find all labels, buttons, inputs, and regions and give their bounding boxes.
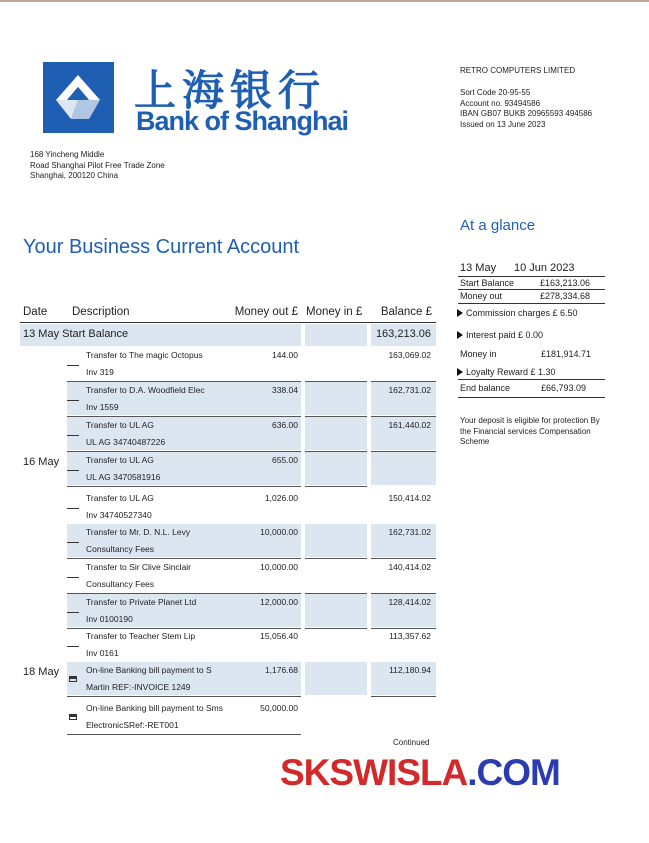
glance-divider bbox=[458, 289, 605, 290]
row-marker bbox=[67, 508, 79, 509]
glance-period-end: 10 Jun 2023 bbox=[514, 262, 575, 274]
row-marker bbox=[67, 542, 79, 543]
row-divider bbox=[67, 628, 301, 629]
glance-title: At a glance bbox=[460, 217, 536, 234]
glance-divider bbox=[458, 397, 605, 398]
glance-money-in-label: Money in bbox=[460, 349, 497, 359]
tx-money-out: 1,026.00 bbox=[264, 493, 298, 503]
tx-line2: Inv 1559 bbox=[86, 402, 119, 412]
tx-line2: Inv 34740527340 bbox=[86, 510, 152, 520]
col-header-date: Date bbox=[23, 306, 48, 318]
row-marker bbox=[67, 365, 79, 366]
row-divider bbox=[305, 628, 367, 629]
row-marker bbox=[67, 400, 79, 401]
row-marker bbox=[67, 435, 79, 436]
tx-balance: 162,731.02 bbox=[388, 385, 431, 395]
tx-line1: Transfer to UL AG bbox=[86, 420, 154, 430]
bank-logo bbox=[43, 62, 114, 133]
bank-name-english: Bank of Shanghai bbox=[136, 106, 349, 136]
tx-line1: Transfer to D.A. Woodfield Elec bbox=[86, 385, 205, 395]
iban: IBAN GB07 BUKB 20965593 494586 bbox=[460, 109, 593, 118]
tx-line2: Consultancy Fees bbox=[86, 579, 155, 589]
start-balance-in-cell bbox=[305, 324, 367, 346]
tx-line1: Transfer to Mr. D. N.L. Levy bbox=[86, 527, 191, 537]
tx-line1: On-line Banking bill payment to S bbox=[86, 665, 212, 675]
account-number: Account no. 93494586 bbox=[460, 98, 541, 108]
glance-divider bbox=[458, 303, 605, 304]
tx-line2: UL AG 3470581916 bbox=[86, 472, 161, 482]
tx-money-out: 1,176.68 bbox=[264, 665, 298, 675]
header-divider bbox=[20, 322, 436, 323]
tx-balance: 163,069.02 bbox=[388, 350, 431, 360]
tx-balance: 161,440.02 bbox=[388, 420, 431, 430]
tx-line2: Consultancy Fees bbox=[86, 544, 155, 554]
row-marker bbox=[67, 470, 79, 471]
glance-loyalty: Loyalty Reward £ 1.30 bbox=[466, 367, 556, 377]
sort-code: Sort Code 20-95-55 bbox=[460, 88, 531, 97]
tx-balance: 140,414.02 bbox=[388, 562, 431, 572]
row-divider bbox=[67, 696, 301, 697]
glance-start-balance: £163,213.06 bbox=[540, 278, 591, 288]
bank-address bbox=[30, 150, 165, 182]
row-balance-bg bbox=[371, 452, 436, 485]
watermark bbox=[280, 752, 560, 794]
row-divider bbox=[305, 486, 367, 487]
watermark-domain: .COM bbox=[467, 752, 560, 793]
glance-money-out: £278,334.68 bbox=[540, 291, 591, 301]
deposit-protection-note: Your deposit is eligible for protection By the Financial services Compensation Scheme bbox=[460, 416, 600, 446]
bank-logo-mark-icon bbox=[43, 62, 114, 133]
start-balance-value: 163,213.06 bbox=[375, 328, 431, 340]
row-divider bbox=[67, 734, 301, 735]
glance-interest: Interest paid £ 0.00 bbox=[466, 330, 544, 340]
row-divider bbox=[67, 558, 301, 559]
glance-period-start: 13 May bbox=[460, 262, 497, 274]
tx-balance: 162,731.02 bbox=[388, 527, 431, 537]
row-in-bg bbox=[305, 662, 367, 695]
tx-balance: 128,414.02 bbox=[388, 597, 431, 607]
row-divider bbox=[371, 696, 436, 697]
row-in-bg bbox=[305, 452, 367, 485]
tx-money-out: 655.00 bbox=[272, 455, 298, 465]
tx-line2: Inv 0100190 bbox=[86, 614, 133, 624]
account-details bbox=[460, 88, 592, 130]
page-title: Your Business Current Account bbox=[23, 236, 300, 258]
issued-date: Issued on 13 June 2023 bbox=[460, 119, 546, 129]
tx-line2: ElectronicSRef:-RET001 bbox=[86, 720, 179, 730]
tx-line2: UL AG 34740487226 bbox=[86, 437, 166, 447]
row-marker bbox=[67, 577, 79, 578]
continued-label: Continued bbox=[393, 738, 430, 747]
start-balance-label: 13 May Start Balance bbox=[23, 328, 129, 340]
row-divider bbox=[305, 558, 367, 559]
row-in-bg bbox=[305, 594, 367, 627]
row-divider bbox=[371, 628, 436, 629]
tx-line2: Inv 319 bbox=[86, 367, 114, 377]
glance-commission: Commission charges £ 6.50 bbox=[466, 308, 578, 318]
glance-money-in: £181,914.71 bbox=[541, 349, 592, 359]
row-divider bbox=[67, 486, 301, 487]
customer-company: RETRO COMPUTERS LIMITED bbox=[460, 66, 576, 75]
col-header-money-out: Money out £ bbox=[234, 306, 298, 318]
glance-end-balance-label: End balance bbox=[460, 383, 511, 393]
tx-line1: Transfer to UL AG bbox=[86, 493, 154, 503]
date-label: 18 May bbox=[23, 666, 60, 678]
tx-line1: On-line Banking bill payment to Sms bbox=[86, 703, 224, 713]
col-header-money-in: Money in £ bbox=[306, 306, 363, 318]
row-marker bbox=[67, 646, 79, 647]
bank-address-line: Road Shanghai Pilot Free Trade Zone bbox=[30, 160, 165, 170]
tx-line1: Transfer to The magic Octopus bbox=[86, 350, 203, 360]
payment-icon bbox=[69, 714, 77, 720]
tx-money-out: 338.04 bbox=[272, 385, 298, 395]
tx-balance: 113,357.62 bbox=[389, 631, 431, 641]
row-in-bg bbox=[305, 417, 367, 450]
glance-start-balance-label: Start Balance bbox=[460, 278, 515, 288]
row-divider bbox=[371, 558, 436, 559]
tx-balance: 112,180.94 bbox=[389, 665, 431, 675]
tx-line1: Transfer to UL AG bbox=[86, 455, 154, 465]
tx-line1: Transfer to Teacher Stem Lip bbox=[86, 631, 196, 641]
glance-end-balance: £66,793.09 bbox=[541, 383, 587, 393]
tx-line2: Martin REF:-INVOICE 1249 bbox=[86, 682, 191, 692]
bullet-triangle-icon bbox=[457, 331, 463, 339]
tx-line2: Inv 0161 bbox=[86, 648, 119, 658]
tx-money-out: 12,000.00 bbox=[260, 597, 298, 607]
glance-divider bbox=[458, 379, 605, 380]
glance-divider bbox=[458, 276, 605, 277]
payment-icon bbox=[69, 676, 77, 682]
bank-address-line: 168 Yincheng Middle bbox=[30, 150, 105, 159]
top-rule bbox=[0, 0, 649, 2]
watermark-name: SKSWISLA bbox=[280, 752, 468, 793]
row-in-bg bbox=[305, 524, 367, 557]
bank-address-line: Shanghai, 200120 China bbox=[30, 171, 119, 180]
glance-money-out-label: Money out bbox=[460, 291, 503, 301]
col-header-balance: Balance £ bbox=[380, 306, 432, 318]
bullet-triangle-icon bbox=[457, 309, 463, 317]
tx-line1: Transfer to Private Planet Ltd bbox=[86, 597, 197, 607]
bullet-triangle-icon bbox=[457, 368, 463, 376]
tx-money-out: 10,000.00 bbox=[260, 562, 298, 572]
row-in-bg bbox=[305, 382, 367, 415]
row-marker bbox=[67, 612, 79, 613]
tx-balance: 150,414.02 bbox=[388, 493, 431, 503]
tx-money-out: 636.00 bbox=[272, 420, 298, 430]
tx-money-out: 144.00 bbox=[272, 350, 298, 360]
tx-line1: Transfer to Sir Clive Sinclair bbox=[86, 562, 192, 572]
tx-money-out: 10,000.00 bbox=[260, 527, 298, 537]
tx-money-out: 50,000.00 bbox=[260, 703, 298, 713]
date-label: 16 May bbox=[23, 456, 60, 468]
tx-money-out: 15,056.40 bbox=[260, 631, 298, 641]
col-header-description: Description bbox=[72, 306, 130, 318]
bank-name-chinese: 上海银行 bbox=[134, 66, 327, 115]
